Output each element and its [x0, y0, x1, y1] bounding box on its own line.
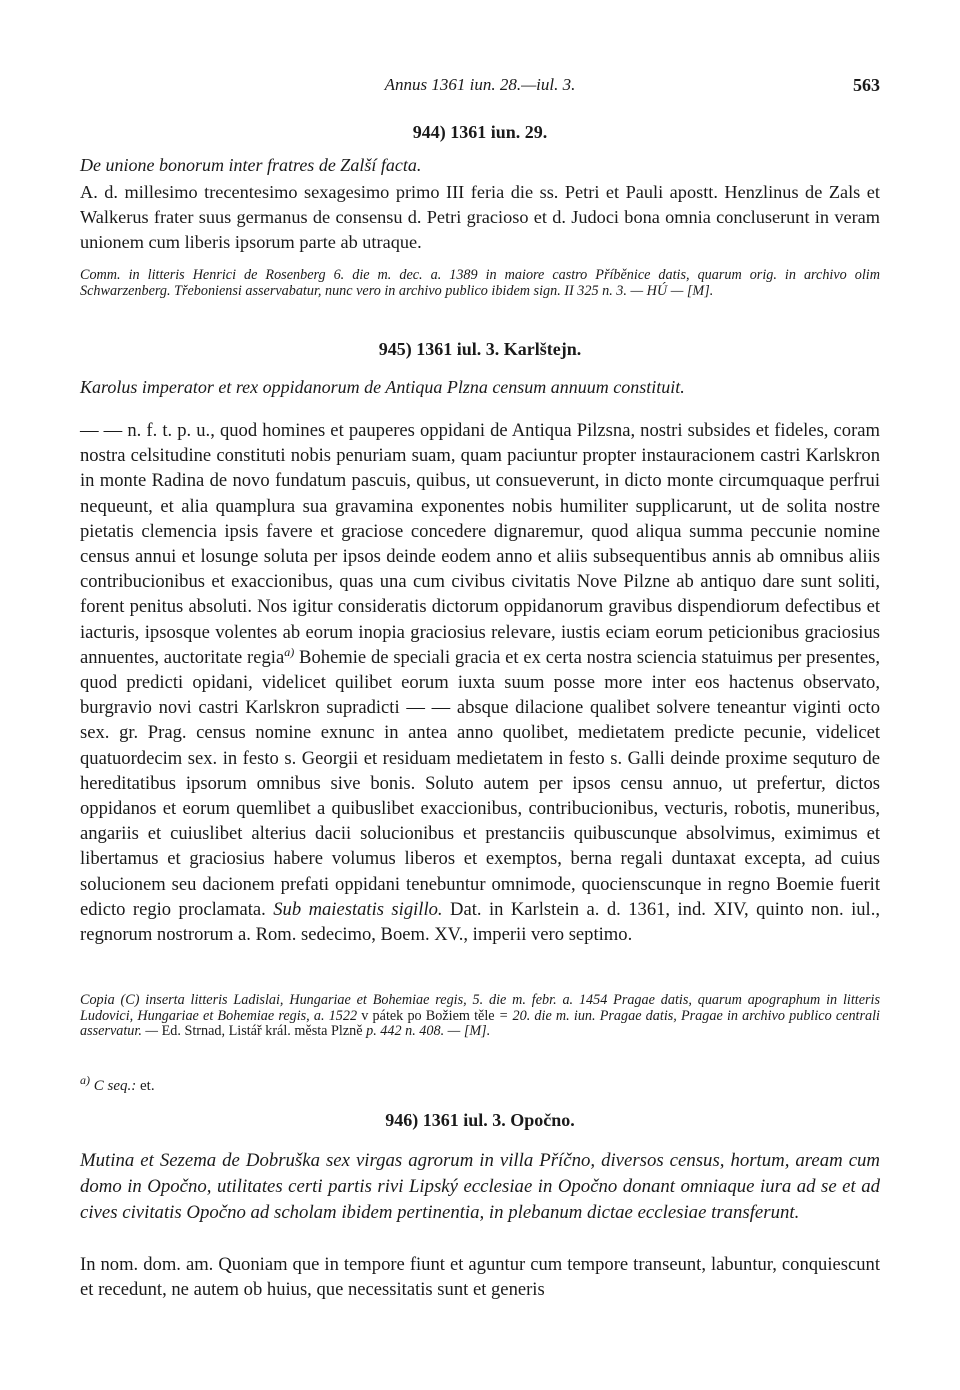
footnote-label: C seq.:	[93, 1078, 137, 1094]
footnote	[80, 1073, 880, 1095]
entry-944-regest: De unione bonorum inter fratres de Zalší facta.	[80, 155, 422, 175]
entry-945-note-part2: = 20. die m. iun. Pragae datis, Pragae in archivo publico centrali asservatur. —	[80, 1007, 880, 1039]
entry-944-text: A. d. millesimo trecentesimo sexagesimo primo III feria die ss. Petri et Pauli apostt. Henzlinus de Zals et Walkerus frater suus germanus de consensu d. Petri gracioso et d. Judoci bona omnia concluserunt in veram unionem cum liberis ipsorum parte ab utraque.	[80, 182, 880, 252]
entry-945-note-czech: v pátek po Božiem těle	[361, 1007, 495, 1024]
footnote-mark: a)	[284, 644, 295, 659]
entry-946-heading: 946) 1361 iul. 3. Opočno.	[385, 1110, 575, 1130]
entry-945-note	[80, 993, 880, 1040]
entry-945-text	[80, 418, 880, 947]
entry-945-note-part1: Copia (C) inserta litteris Ladislai, Hungariae et Bohemiae regis, 5. die m. febr. a. 1454 Pragae datis, quarum apographum in litteris Ludovici, Hungariae et Bohemiae regis, a. 1522	[80, 992, 880, 1024]
entry-945-text-part3: Dat. in Karlstein a. d. 1361, ind. XIV, quinto non. iul., regnorum nostrorum a. Rom. sedecimo, Boem. XV., imperii vero septimo.	[80, 898, 880, 946]
entry-944-heading: 944) 1361 iun. 29.	[412, 122, 548, 142]
footnote-marker: a)	[80, 1073, 90, 1087]
entry-945-text-part2: Bohemie de speciali gracia et ex certa nostra sciencia statuimus per presentes, quod predicti opidani, videlicet quilibet eorum iuxta suum posse more inter eos hactenus observato, burgravio novi castri Karlskron supradicti — — absque dilacione qualibet solvere teneantur viginti octo sex. gr. Prag. census nomine exnunc in antea anno quolibet, medietatem predicte pecunie, videlicet quatuordecim sex. in festo s. Georgii et residuam medietatem in festo s. Galli deinde proxime sequturo de hereditatibus ipsorum omnibus sive bonis. Soluto autem per ipsos censu annuo, ut prefertur, dictos oppidanos et eorum quemlibet a quibuslibet exaccionibus, contribucionibus, vecturis, robotis, muneribus, angariis et cuiuslibet alterius dacii solucionibus et prestanciis quibuscunque absolvimus, eximimus et libertamus et graciosius habere volumus liberos et exemptos, berna regali duntaxat excepta, ad cuius solucionem seu dacionem prefati oppidani tenebuntur omnimode, quocienscunque in regno Boemie fuerit edicto regio proclamata.	[80, 646, 880, 920]
footnote-text: et.	[136, 1078, 155, 1094]
entry-944-note: Comm. in litteris Henrici de Rosenberg 6. die m. dec. a. 1389 in maiore castro Příběnice datis, quarum orig. in archivo olim Schwarzenberg. Třeboniensi asservabatur, nunc vero in archivo publico ibidem sign. II 325 n. 3. — HÚ — [M].	[80, 267, 880, 299]
entry-946-text: In nom. dom. am. Quoniam que in tempore fiunt et aguntur cum tempore transeunt, labuntur, conquiescunt et recedunt, ne autem ob huius, que necessitatis sunt et generis	[80, 1254, 880, 1301]
entry-945-note-part3: p. 442 n. 408. — [M].	[362, 1023, 491, 1039]
entry-945-heading: 945) 1361 iul. 3. Karlštejn.	[378, 339, 582, 359]
entry-945-regest: Karolus imperator et rex oppidanorum de Antiqua Plzna censum annuum constituit.	[80, 377, 685, 397]
entry-946-regest: Mutina et Sezema de Dobruška sex virgas agrorum in villa Příčno, diversos census, hortum, aream cum domo in Opočno, utilitates certi partis rivi Lipský ecclesiae in Opočno donant omniaque iura ad se et ad cives civitatis Opočno ad scholam ibidem pertinentia, in plebanum dictae ecclesiae transferunt.	[80, 1150, 880, 1223]
entry-945-text-part1: — — n. f. t. p. u., quod homines et pauperes oppidani de Antiqua Pilzsna, nostri subsides et fideles, coram nostra celsitudine constituti nobis penuriam suam, quam paciuntur propter instauracionem castri Karlskron in monte Radina de novo fundatum pascuis, quibus, ut consueverunt, in dicto monte circumquaque perfrui nequeunt, et alia quamplura sua gravamina exponentes nobis humiliter supplicarunt, ut de solita nostre pietatis clemencia ipsis favere et graciose concedere dignaremur, quod aliqua summa peccunie nomine census annui et losunge soluta per ipsos deinde eodem anno et aliis subsequentibus annis ab omnibus aliis contribucionibus et exaccionibus, quas una cum civibus civitatis Nove Pilzne ab antiquo dare sunt soliti, forent penitus absoluti. Nos igitur consideratis dictorum oppidanorum gravibus dispendiorum defectibus et iacturis, ipsosque volentes ab eorum inopia graciosius relevare, iustis eciam eorum peticionibus graciosius annuentes, auctoritate regia	[80, 420, 880, 668]
running-title: Annus 1361 iun. 28.—iul. 3.	[384, 75, 576, 94]
seal-formula: Sub maiestatis sigillo.	[273, 898, 443, 920]
running-header	[80, 75, 880, 103]
page-number: 563	[853, 75, 880, 95]
entry-945-note-edition: Ed. Strnad, Listář král. města Plzně	[161, 1023, 363, 1039]
